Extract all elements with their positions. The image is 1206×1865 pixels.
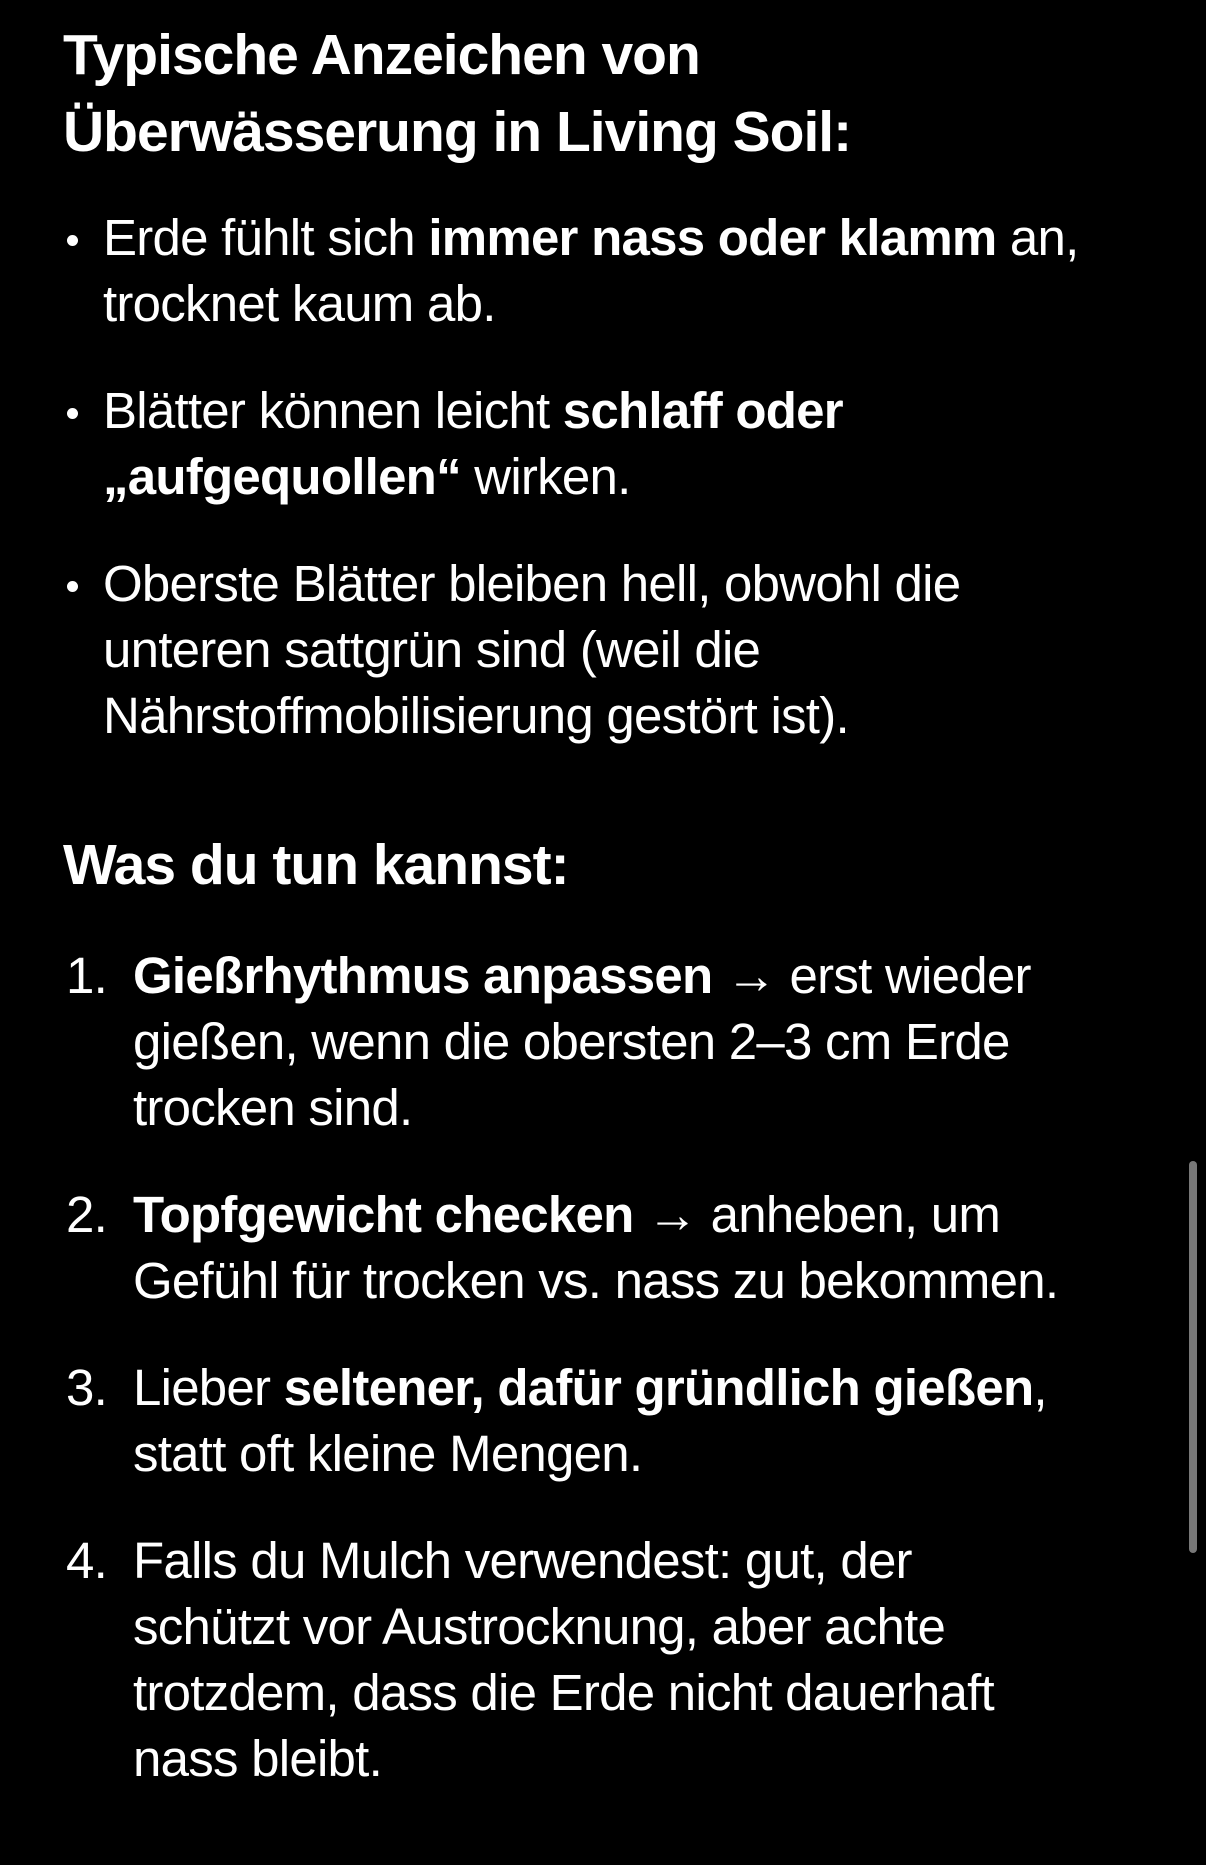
bold-text-segment: „aufgequollen“ bbox=[103, 448, 461, 505]
text-segment: Lieber bbox=[133, 1359, 284, 1416]
text-segment: Blätter können leicht bbox=[103, 382, 563, 439]
bullet-dot-icon bbox=[67, 408, 78, 419]
list-number-marker: 4. bbox=[66, 1532, 108, 1589]
list-number-marker: 1. bbox=[66, 947, 108, 1004]
list-number-marker: 3. bbox=[66, 1359, 108, 1416]
text-segment: wirken. bbox=[460, 448, 631, 505]
text-segment: schützt vor Austrocknung, aber achte bbox=[133, 1598, 946, 1655]
bullet-dot-icon bbox=[67, 235, 78, 246]
list-item bbox=[63, 1182, 1153, 1314]
text-segment: gießen, wenn die obersten 2–3 cm Erde bbox=[133, 1013, 1010, 1070]
heading-overwatering-signs: Typische Anzeichen von Überwässerung in Living Soil: bbox=[63, 23, 852, 164]
text-segment: trotzdem, dass die Erde nicht dauerhaft bbox=[133, 1664, 994, 1721]
bold-text-segment: immer nass oder klamm bbox=[428, 209, 997, 266]
text-segment: nass bleibt. bbox=[133, 1730, 382, 1787]
what-you-can-do-list bbox=[63, 943, 1153, 1792]
text-segment: → erst wieder bbox=[712, 947, 1031, 1004]
assistant-message-content bbox=[63, 17, 1153, 1792]
list-item bbox=[63, 1528, 1153, 1792]
text-segment: an, bbox=[996, 209, 1079, 266]
bold-text-segment: Gießrhythmus anpassen bbox=[133, 947, 713, 1004]
bold-text-segment: seltener, dafür gründlich gießen bbox=[283, 1359, 1034, 1416]
scrollbar-thumb[interactable] bbox=[1189, 1161, 1197, 1553]
bold-text-segment: schlaff oder bbox=[562, 382, 843, 439]
text-segment: Erde fühlt sich bbox=[103, 209, 429, 266]
text-segment: → anheben, um bbox=[633, 1186, 1001, 1243]
list-item bbox=[63, 943, 1153, 1141]
text-segment: trocknet kaum ab. bbox=[103, 275, 496, 332]
text-segment: Nährstoffmobilisierung gestört ist). bbox=[103, 687, 849, 744]
text-segment: statt oft kleine Mengen. bbox=[133, 1425, 643, 1482]
bold-text-segment: Topfgewicht checken bbox=[133, 1186, 634, 1243]
list-item bbox=[63, 378, 1153, 510]
heading-what-you-can-do: Was du tun kannst: bbox=[63, 833, 569, 897]
overwatering-signs-list bbox=[63, 205, 1153, 749]
text-segment: Falls du Mulch verwendest: gut, der bbox=[133, 1532, 912, 1589]
list-item bbox=[63, 1355, 1153, 1487]
text-segment: unteren sattgrün sind (weil die bbox=[103, 621, 761, 678]
list-item bbox=[63, 551, 1153, 749]
list-number-marker: 2. bbox=[66, 1186, 108, 1243]
text-segment: trocken sind. bbox=[133, 1079, 413, 1136]
list-item bbox=[63, 205, 1153, 337]
text-segment: Oberste Blätter bleiben hell, obwohl die bbox=[103, 555, 961, 612]
bullet-dot-icon bbox=[67, 581, 78, 592]
text-segment: , bbox=[1033, 1359, 1047, 1416]
text-segment: Gefühl für trocken vs. nass zu bekommen. bbox=[133, 1252, 1059, 1309]
